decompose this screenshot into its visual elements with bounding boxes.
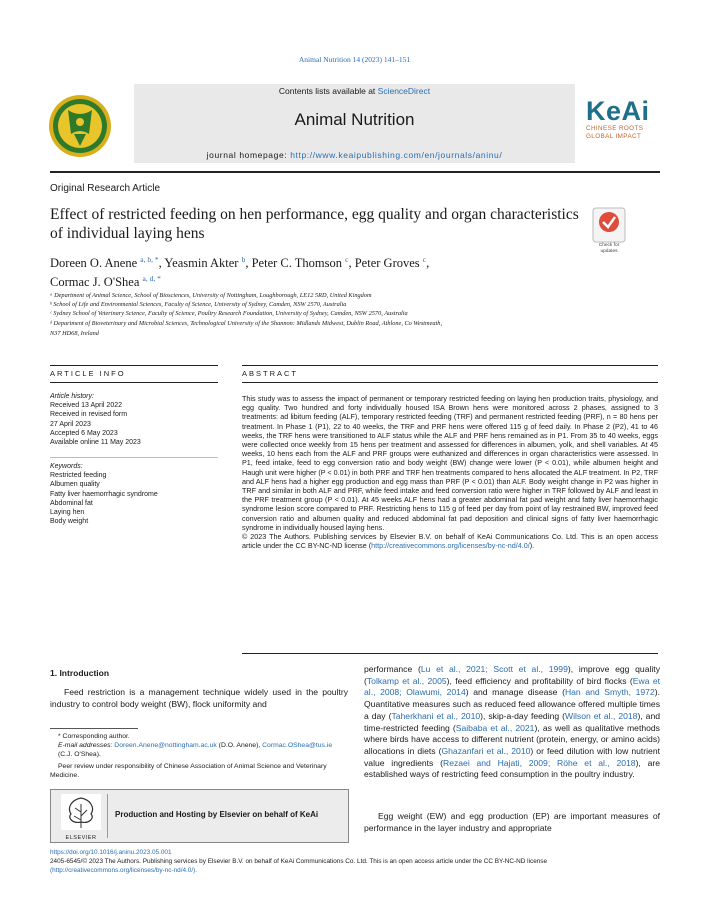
keyword: Fatty liver haemorrhagic syndrome (50, 490, 158, 498)
text-run: performance ( (364, 664, 421, 674)
abstract-rule-top (242, 365, 658, 366)
keywords-divider (50, 457, 218, 458)
abstract-heading: ABSTRACT (242, 369, 299, 378)
info-rule-top (50, 365, 218, 366)
author-affil-sup[interactable]: a, d, * (142, 274, 161, 284)
elsevier-box-divider (107, 794, 108, 838)
journal-name: Animal Nutrition (294, 110, 415, 129)
text-run: ) and manage disease ( (465, 687, 565, 698)
keai-tagline-1: CHINESE ROOTS (586, 125, 644, 132)
footer-copyright: 2405-6545/© 2023 The Authors. Publishing services by Elsevier B.V. on behalf of KeAi Communications Co. Ltd. This is an open access article under the CC BY-NC-ND license (50, 858, 548, 865)
affiliation: ᵃ Department of Animal Science, School of Biosciences, University of Nottingham, Loughborough, LE12 5RD, United Kingdom (50, 292, 372, 299)
abstract-copyright (242, 532, 658, 550)
history-item: Available online 11 May 2023 (50, 439, 141, 447)
header-divider (50, 171, 660, 173)
citation-link[interactable]: Wilson et al., 2018 (565, 710, 638, 721)
author-name[interactable]: Peter C. Thomson (251, 256, 343, 271)
history-label: Article history: (50, 393, 94, 400)
citation-link[interactable]: Saibaba et al., 2021 (455, 722, 535, 733)
citation-link[interactable]: Taherkhani et al., 2010 (391, 710, 481, 721)
contents-line (134, 86, 575, 96)
license-link[interactable]: http://creativecommons.org/licenses/by-nc-nd/4.0/ (371, 541, 530, 551)
email-label: E-mail addresses: (58, 742, 115, 749)
copyright-end: ). (529, 541, 535, 551)
author-name[interactable]: Peter Groves (354, 256, 420, 271)
corresponding-note: * Corresponding author. (58, 733, 130, 740)
keai-logo (586, 97, 662, 141)
author-list: Doreen O. Anene $^{a, b, *}$, Yeasmin Akter $^b$, Peter C. Thomson $^c$, Peter Groves $^c$, Cormac J. O'Shea $^{a, d, *}$ (50, 255, 430, 290)
keyword: Laying hen (50, 509, 85, 517)
citation-link[interactable]: Lu et al., 2021; Scott et al., 1999 (420, 664, 568, 674)
citation-link[interactable]: Tolkamp et al., 2005 (366, 675, 447, 686)
abstract-rule-bottom (242, 382, 658, 383)
text-run: ), skip-a-day feeding ( (480, 710, 565, 721)
citation-link[interactable]: Rezaei and Hajati, 2009; Röhe et al., 2018 (442, 757, 636, 768)
text-run: ). Quantitative measures such as reduced feed allowance offered multiple times a day ( (364, 687, 660, 721)
author-name[interactable]: Yeasmin Akter (164, 256, 239, 271)
elsevier-hosting-text: Production and Hosting by Elsevier on behalf of KeAi (115, 810, 319, 819)
article-info-heading: ARTICLE INFO (50, 369, 126, 378)
history-item: Received in revised form (50, 411, 128, 419)
check-updates-line2: updates (600, 248, 618, 254)
history-item: 27 April 2023 (50, 420, 91, 428)
footer-license-link[interactable]: (http://creativecommons.org/licenses/by-nc-nd/4.0/). (50, 867, 198, 874)
email-who-2: (C.J. O'Shea). (58, 750, 101, 758)
text-run: ), are established ways of restricting feed consumption in the poultry industry. (364, 757, 660, 780)
homepage-prefix: journal homepage: (206, 150, 291, 160)
elsevier-tree-icon (61, 794, 101, 841)
text-run: ), and time-restricted feeding ( (364, 710, 661, 733)
keyword: Abdominal fat (50, 499, 93, 507)
citation-link[interactable]: Ewa et al., 2008; Olawumi, 2014 (364, 675, 660, 698)
keyword: Body weight (50, 518, 89, 526)
citation-link[interactable]: Ghazanfari et al., 2010 (441, 745, 531, 756)
email-who-1: (D.O. Anene), (216, 742, 263, 749)
peer-review-note: Peer review under responsibility of Chinese Association of Animal Science and Veterinary Medicine. (50, 763, 327, 779)
keywords-label: Keywords: (50, 463, 83, 470)
journal-citation[interactable]: Animal Nutrition 14 (2023) 141–151 (298, 55, 411, 64)
keai-word: KeAi (586, 96, 650, 126)
copyright-text: © 2023 The Authors. Publishing services by Elsevier B.V. on behalf of KeAi Communications Co. Ltd. This is an open access article under the CC BY-NC-ND license ( (242, 532, 658, 551)
author-affil-sup[interactable]: c (345, 255, 349, 264)
author-name[interactable]: Doreen O. Anene (50, 256, 138, 271)
affiliation: ᶜ Sydney School of Veterinary Science, Faculty of Science, Poultry Research Foundation, University of Sydney, Camden, NSW 2570, Australia (50, 310, 408, 317)
intro-right-paragraph-2: Egg weight (EW) and egg production (EP) are important measures of performance in the layer industry and appropriate (364, 811, 660, 833)
history-item: Received 13 April 2022 (50, 402, 122, 410)
footnote-rule (50, 728, 138, 729)
homepage-link[interactable]: http://www.keaipublishing.com/en/journals/aninu/ (290, 150, 503, 160)
affiliation: ᵇ School of Life and Environmental Sciences, Faculty of Science, University of Sydney, Camden, NSW 2570, Australia (50, 301, 347, 308)
affiliation: ᵈ Department of Bioveterinary and Microbial Sciences, Technological University of the Shannon: Midlands Midwest, Dublin Road, Athlone, Co Westmeath, (50, 320, 443, 327)
article-history (50, 392, 218, 447)
intro-right-paragraph-1 (364, 664, 660, 781)
keyword: Restricted feeding (50, 472, 107, 480)
author-affil-sup[interactable]: a, b, * (140, 255, 159, 264)
elsevier-hosting-box (50, 789, 349, 843)
sciencedirect-link[interactable]: ScienceDirect (377, 86, 431, 96)
article-title: Effect of restricted feeding on hen performance, egg quality and organ characteristics of individual laying hens (50, 206, 579, 242)
doi-link[interactable]: https://doi.org/10.1016/j.aninu.2023.05.001 (50, 849, 172, 856)
email-note (50, 742, 348, 759)
text-run: ), improve egg quality ( (364, 664, 660, 686)
author-affil-sup[interactable]: c (422, 255, 427, 264)
info-rule-bottom (50, 382, 218, 383)
elsevier-logo-text: ELSEVIER (65, 835, 97, 841)
author-affil-sup[interactable]: b (241, 255, 246, 264)
author-name[interactable]: Cormac J. O'Shea (50, 275, 140, 290)
keyword: Albumen quality (50, 481, 100, 489)
journal-logo-icon (48, 88, 112, 164)
abstract-body (242, 394, 658, 550)
homepage-line (134, 150, 575, 160)
abstract-text: This study was to assess the impact of permanent or temporary restricted feeding on laying hen production traits, physiology, and egg quality. Two hundred and forty individually housed ISA Brown hens were monitored across 2 phases, assigned to 3 treatments: ad libitum feeding (ALF), temporary restricted feeding (TRF) and permanent restricted feeding (PRF), n = 80 hens per treatment. In Phase 1 (P1), 22 to 40 weeks, the TRF and PRF hens were offered 115 g of feed daily. In Phase 2 (P2), 41 to 46 weeks, the TRF hens were transitioned to ALF status while the ALF and PRF hens remained as in P1. From 35 to 40 weeks, eggs were collected once weekly from 15 hens per treatment and assessed for differences in albumen, yolk, and shell variables. At 45 weeks, 10 hens each from the ALF and PRF groups were euthanized and differences in organ characteristics were assessed. In P1, feed intake, feed to egg conversion ratio and body weight (BW) change were lower (P < 0.01), while albumen height and Haugh unit were higher (P < 0.01) in both PRF and TRF hen treatments compared to hens allocated the ALF treatment. In P2, TRF and ALF hens had a higher egg production and egg mass than PRF (P < 0.01) than ALF. Body weight change in P2 was higher in TRF and similar in both ALF and PRF, while feed intake and feed conversion ratio were higher in TRF followed by ALF and least in the PRF treatment group (P < 0.01). At 45 weeks ALF hens had a greater abdominal fat pad weight and fatty liver haemorrhagic syndrome lesion score compared to PRF. Restricting hens to 115 g of feed per day from point of lay restrained BW, improved feed conversion ratio and albumen quality and reduced abdominal fat pad deposition and clinical signs of fatty liver haemorrhagic syndrome in individually housed laying hens. (242, 394, 658, 532)
text-run: ), as well as qualitative methods where birds have access to different nutrient (protein, energy, or amino acids) allocations in diets ( (364, 722, 660, 756)
email-link-1[interactable]: Doreen.Anene@nottingham.ac.uk (114, 742, 217, 749)
article-type: Original Research Article (50, 183, 161, 194)
check-updates-line1: Check for (598, 243, 620, 248)
text-run: ) or feed dilution with low nutrient value ingredients ( (364, 745, 660, 768)
contents-prefix: Contents lists available at (278, 86, 378, 96)
intro-left-paragraph: Feed restriction is a management technique widely used in the poultry industry to control body weight (BW), flock uniformity and (50, 687, 348, 709)
intro-heading: 1. Introduction (50, 668, 110, 678)
email-link-2[interactable]: Cormac.OShea@tus.ie (262, 742, 333, 749)
text-run: ), feed efficiency and profitability of bird flocks ( (446, 675, 633, 686)
abstract-rule-end (242, 653, 658, 654)
affiliation: N37 HD68, Ireland (50, 330, 99, 337)
history-item: Accepted 6 May 2023 (50, 429, 118, 437)
keywords (50, 462, 218, 526)
check-updates-icon[interactable] (592, 207, 626, 243)
citation-link[interactable]: Han and Smyth, 1972 (564, 687, 655, 698)
keai-tagline-2: GLOBAL IMPACT (586, 133, 642, 140)
